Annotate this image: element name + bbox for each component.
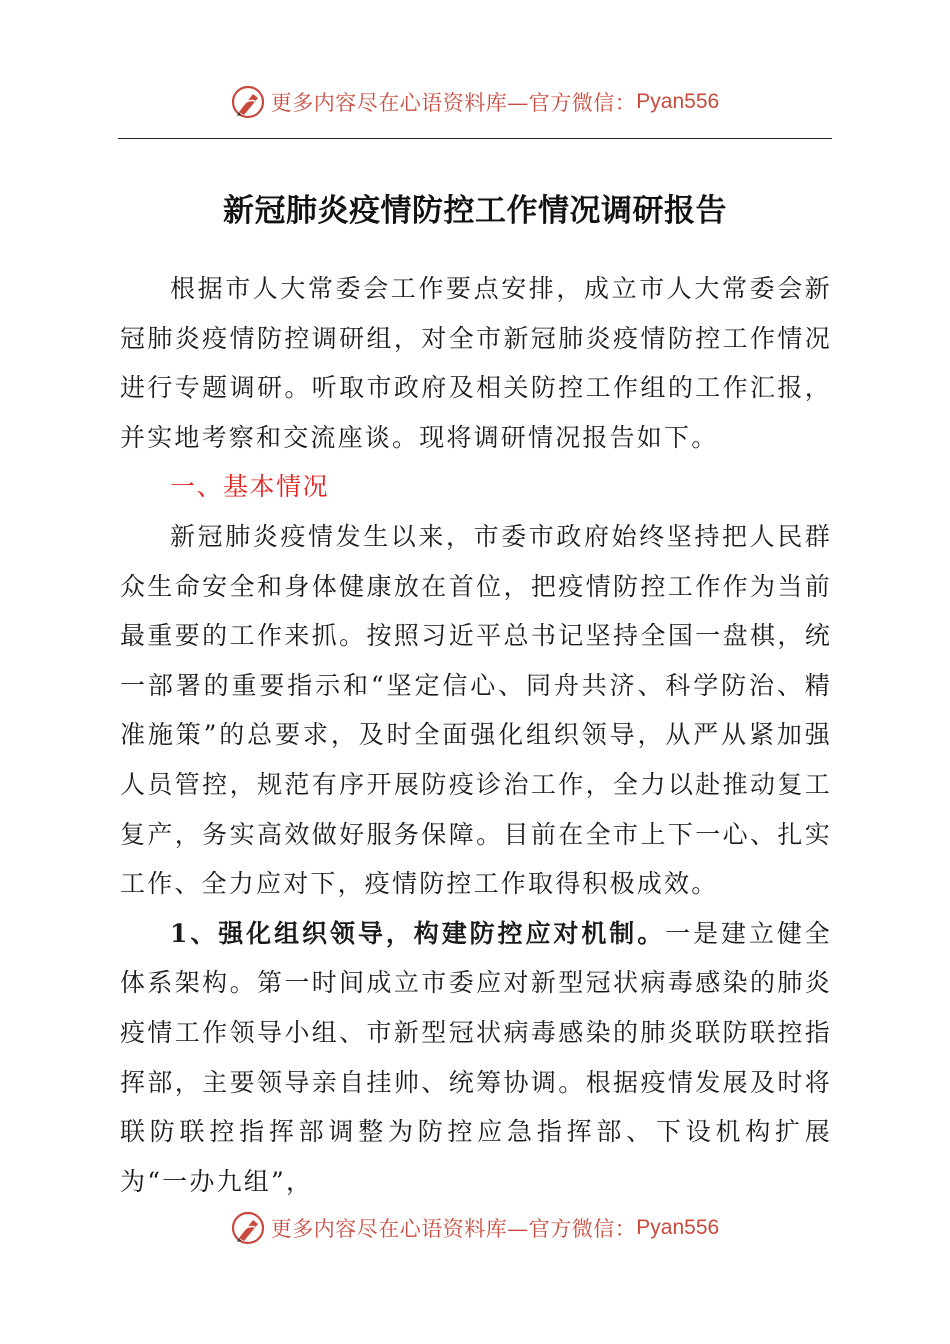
item-lead: 1、强化组织领导，构建防控应对机制。	[170, 918, 666, 948]
header-divider	[118, 138, 832, 139]
item-body: 一是建立健全体系架构。第一时间成立市委应对新型冠状病毒感染的肺炎疫情工作领导小组、市新型冠状病毒感染的肺炎联防联控指挥部，主要领导亲自挂帅、统筹协调。根据疫情发展及时将联防联控指挥部调整为防控应急指挥部、下设机构扩展为“一办九组”，	[120, 918, 833, 1196]
watermark-id: Pyan556	[636, 90, 720, 113]
header-watermark	[0, 82, 950, 122]
item-paragraph	[120, 909, 832, 1207]
watermark-text: 更多内容尽在心语资料库—官方微信：	[270, 91, 637, 115]
watermark-id: Pyan556	[636, 1216, 720, 1239]
watermark-text: 更多内容尽在心语资料库—官方微信：	[270, 1217, 637, 1241]
pen-logo-icon	[231, 85, 265, 119]
section-paragraph: 新冠肺炎疫情发生以来，市委市政府始终坚持把人民群众生命安全和身体健康放在首位，把疫情防控工作作为当前最重要的工作来抓。按照习近平总书记坚持全国一盘棋，统一部署的重要指示和“坚定信心、同舟共济、科学防治、精准施策”的总要求，及时全面强化组织领导，从严从紧加强人员管控，规范有序开展防疫诊治工作，全力以赴推动复工复产，务实高效做好服务保障。目前在全市上下一心、扎实工作、全力应对下，疫情防控工作取得积极成效。	[120, 521, 832, 899]
pen-logo-icon	[231, 1211, 265, 1245]
document-body	[120, 264, 832, 1206]
section-heading: 一、基本情况	[170, 472, 330, 502]
document-title: 新冠肺炎疫情防控工作情况调研报告	[223, 193, 727, 229]
footer-watermark	[0, 1208, 950, 1248]
intro-paragraph: 根据市人大常委会工作要点安排，成立市人大常委会新冠肺炎疫情防控调研组，对全市新冠肺炎疫情防控工作情况进行专题调研。听取市政府及相关防控工作组的工作汇报，并实地考察和交流座谈。现将调研情况报告如下。	[120, 274, 832, 452]
